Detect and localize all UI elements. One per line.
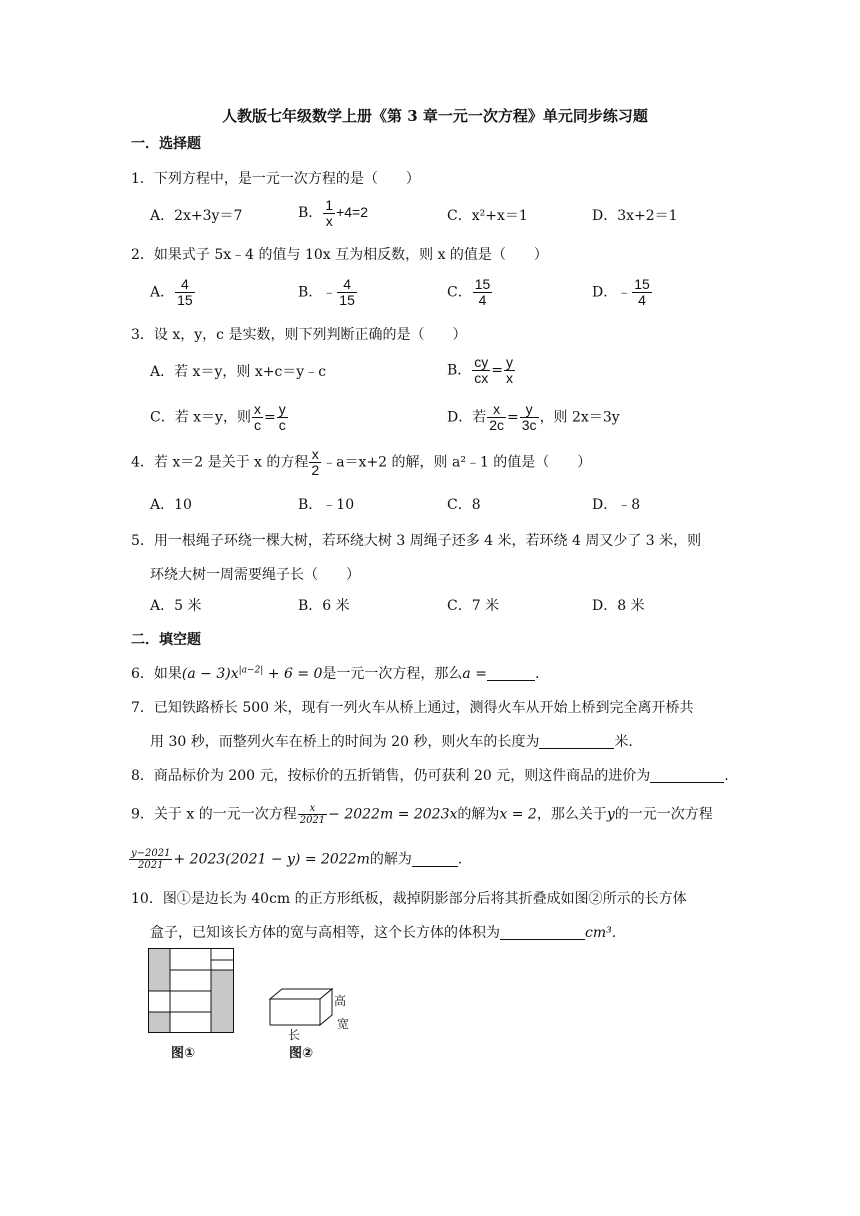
- question-9-line-1: 9．关于 x 的一元一次方程 $\frac{x}{2021}$ − 2022m = 2023x的解为x = 2，那么关于y的一元一次方程: [131, 803, 713, 826]
- question-3-option-d: D．若 $\frac{x}{2c}$ = $\frac{y}{3c}$ ，则 2x＝3y: [447, 401, 620, 433]
- figure-2-caption: 图②: [289, 1045, 314, 1060]
- question-7-line-1: 7．已知铁路桥长 500 米，现有一列火车从桥上通过，测得火车从开始上桥到完全离开桥共: [131, 700, 694, 716]
- question-1-option-a: A．2x+3y＝7: [150, 208, 243, 224]
- question-3-option-b: B． $\frac{cy}{cx}$ = $\frac{y}{x}$: [447, 354, 514, 386]
- question-8: 8．商品标价为 200 元，按标价的五折销售，仍可获利 20 元，则这件商品的进价为 .: [131, 768, 729, 784]
- question-10-line-2: 盒子，已知该长方体的宽与高相等，这个长方体的体积为 cm³.: [150, 925, 617, 941]
- question-6: 6．如果$(a - 3)x^{|a-2|} + 6 = 0$是一元一次方程，那么a = .: [131, 665, 540, 682]
- question-3-stem: 3．设 x，y，c 是实数，则下列判断正确的是（ ）: [131, 327, 467, 343]
- question-4-option-a: A．10: [150, 497, 192, 513]
- question-2-option-a: A． $\frac{4}{15}$: [150, 276, 193, 308]
- question-1-option-b: B． $\frac{1}{x}$ +4=2: [298, 197, 369, 229]
- figure-1-caption: 图①: [171, 1045, 196, 1060]
- question-10-line-1: 10．图①是边长为 40cm 的正方形纸板，裁掉阴影部分后将其折叠成如图②所示的长方体: [131, 891, 687, 907]
- answer-blank: [487, 666, 535, 681]
- figure-2-label-length: 长: [288, 1028, 301, 1042]
- question-5-option-b: B．6 米: [298, 598, 350, 614]
- section-heading-choice: 一．选择题: [131, 136, 201, 152]
- question-1-option-c: C．x²+x＝1: [447, 208, 528, 224]
- section-heading-fill: 二．填空题: [131, 632, 201, 648]
- answer-blank: [412, 852, 458, 867]
- question-2-option-d: D．﹣ $\frac{15}{4}$: [592, 276, 650, 308]
- question-5-line-2: 环绕大树一周需要绳子长（ ）: [150, 567, 360, 583]
- question-2-option-c: C． $\frac{15}{4}$: [447, 276, 491, 308]
- answer-blank: [539, 734, 614, 749]
- question-4-option-b: B．﹣10: [298, 497, 355, 513]
- question-5-option-d: D．8 米: [592, 598, 645, 614]
- question-1-stem: 1．下列方程中，是一元一次方程的是（ ）: [131, 171, 420, 187]
- question-5-option-c: C．7 米: [447, 598, 500, 614]
- figure-2-label-width: 宽: [337, 1017, 350, 1031]
- figure-1-square-board: [148, 948, 236, 1036]
- question-9-line-2: $\frac{y-2021}{2021}$ + 2023(2021 − y) = 2022m的解为 .: [131, 848, 463, 871]
- question-5-line-1: 5．用一根绳子环绕一棵大树，若环绕大树 3 周绳子还多 4 米，若环绕 4 周又少了 3 米，则: [131, 533, 702, 549]
- question-2-option-b: B．﹣ $\frac{4}{15}$: [298, 276, 355, 308]
- question-2-stem: 2．如果式子 5x﹣4 的值与 10x 互为相反数，则 x 的值是（ ）: [131, 247, 548, 263]
- question-3-option-a: A．若 x＝y，则 x+c＝y﹣c: [150, 364, 327, 380]
- question-1-option-d: D．3x+2＝1: [592, 208, 678, 224]
- page-title: 人教版七年级数学上册《第 3 章一元一次方程》单元同步练习题: [222, 107, 648, 125]
- question-3-option-c: C．若 x＝y，则 $\frac{x}{c}$ = $\frac{y}{c}$: [150, 401, 286, 433]
- question-4-option-d: D．﹣8: [592, 497, 641, 513]
- figure-2-label-height: 高: [334, 994, 347, 1008]
- figure-2-cuboid: [264, 985, 334, 1029]
- answer-blank: [650, 768, 724, 783]
- question-4-stem: 4．若 x＝2 是关于 x 的方程 $\frac{x}{2}$ ﹣a＝x+2 的解，则 a²﹣1 的值是（ ）: [131, 446, 592, 478]
- answer-blank: [500, 925, 585, 940]
- question-4-option-c: C．8: [447, 497, 481, 513]
- question-7-line-2: 用 30 秒，而整列火车在桥上的时间为 20 秒，则火车的长度为 米.: [150, 734, 633, 750]
- question-5-option-a: A．5 米: [150, 598, 202, 614]
